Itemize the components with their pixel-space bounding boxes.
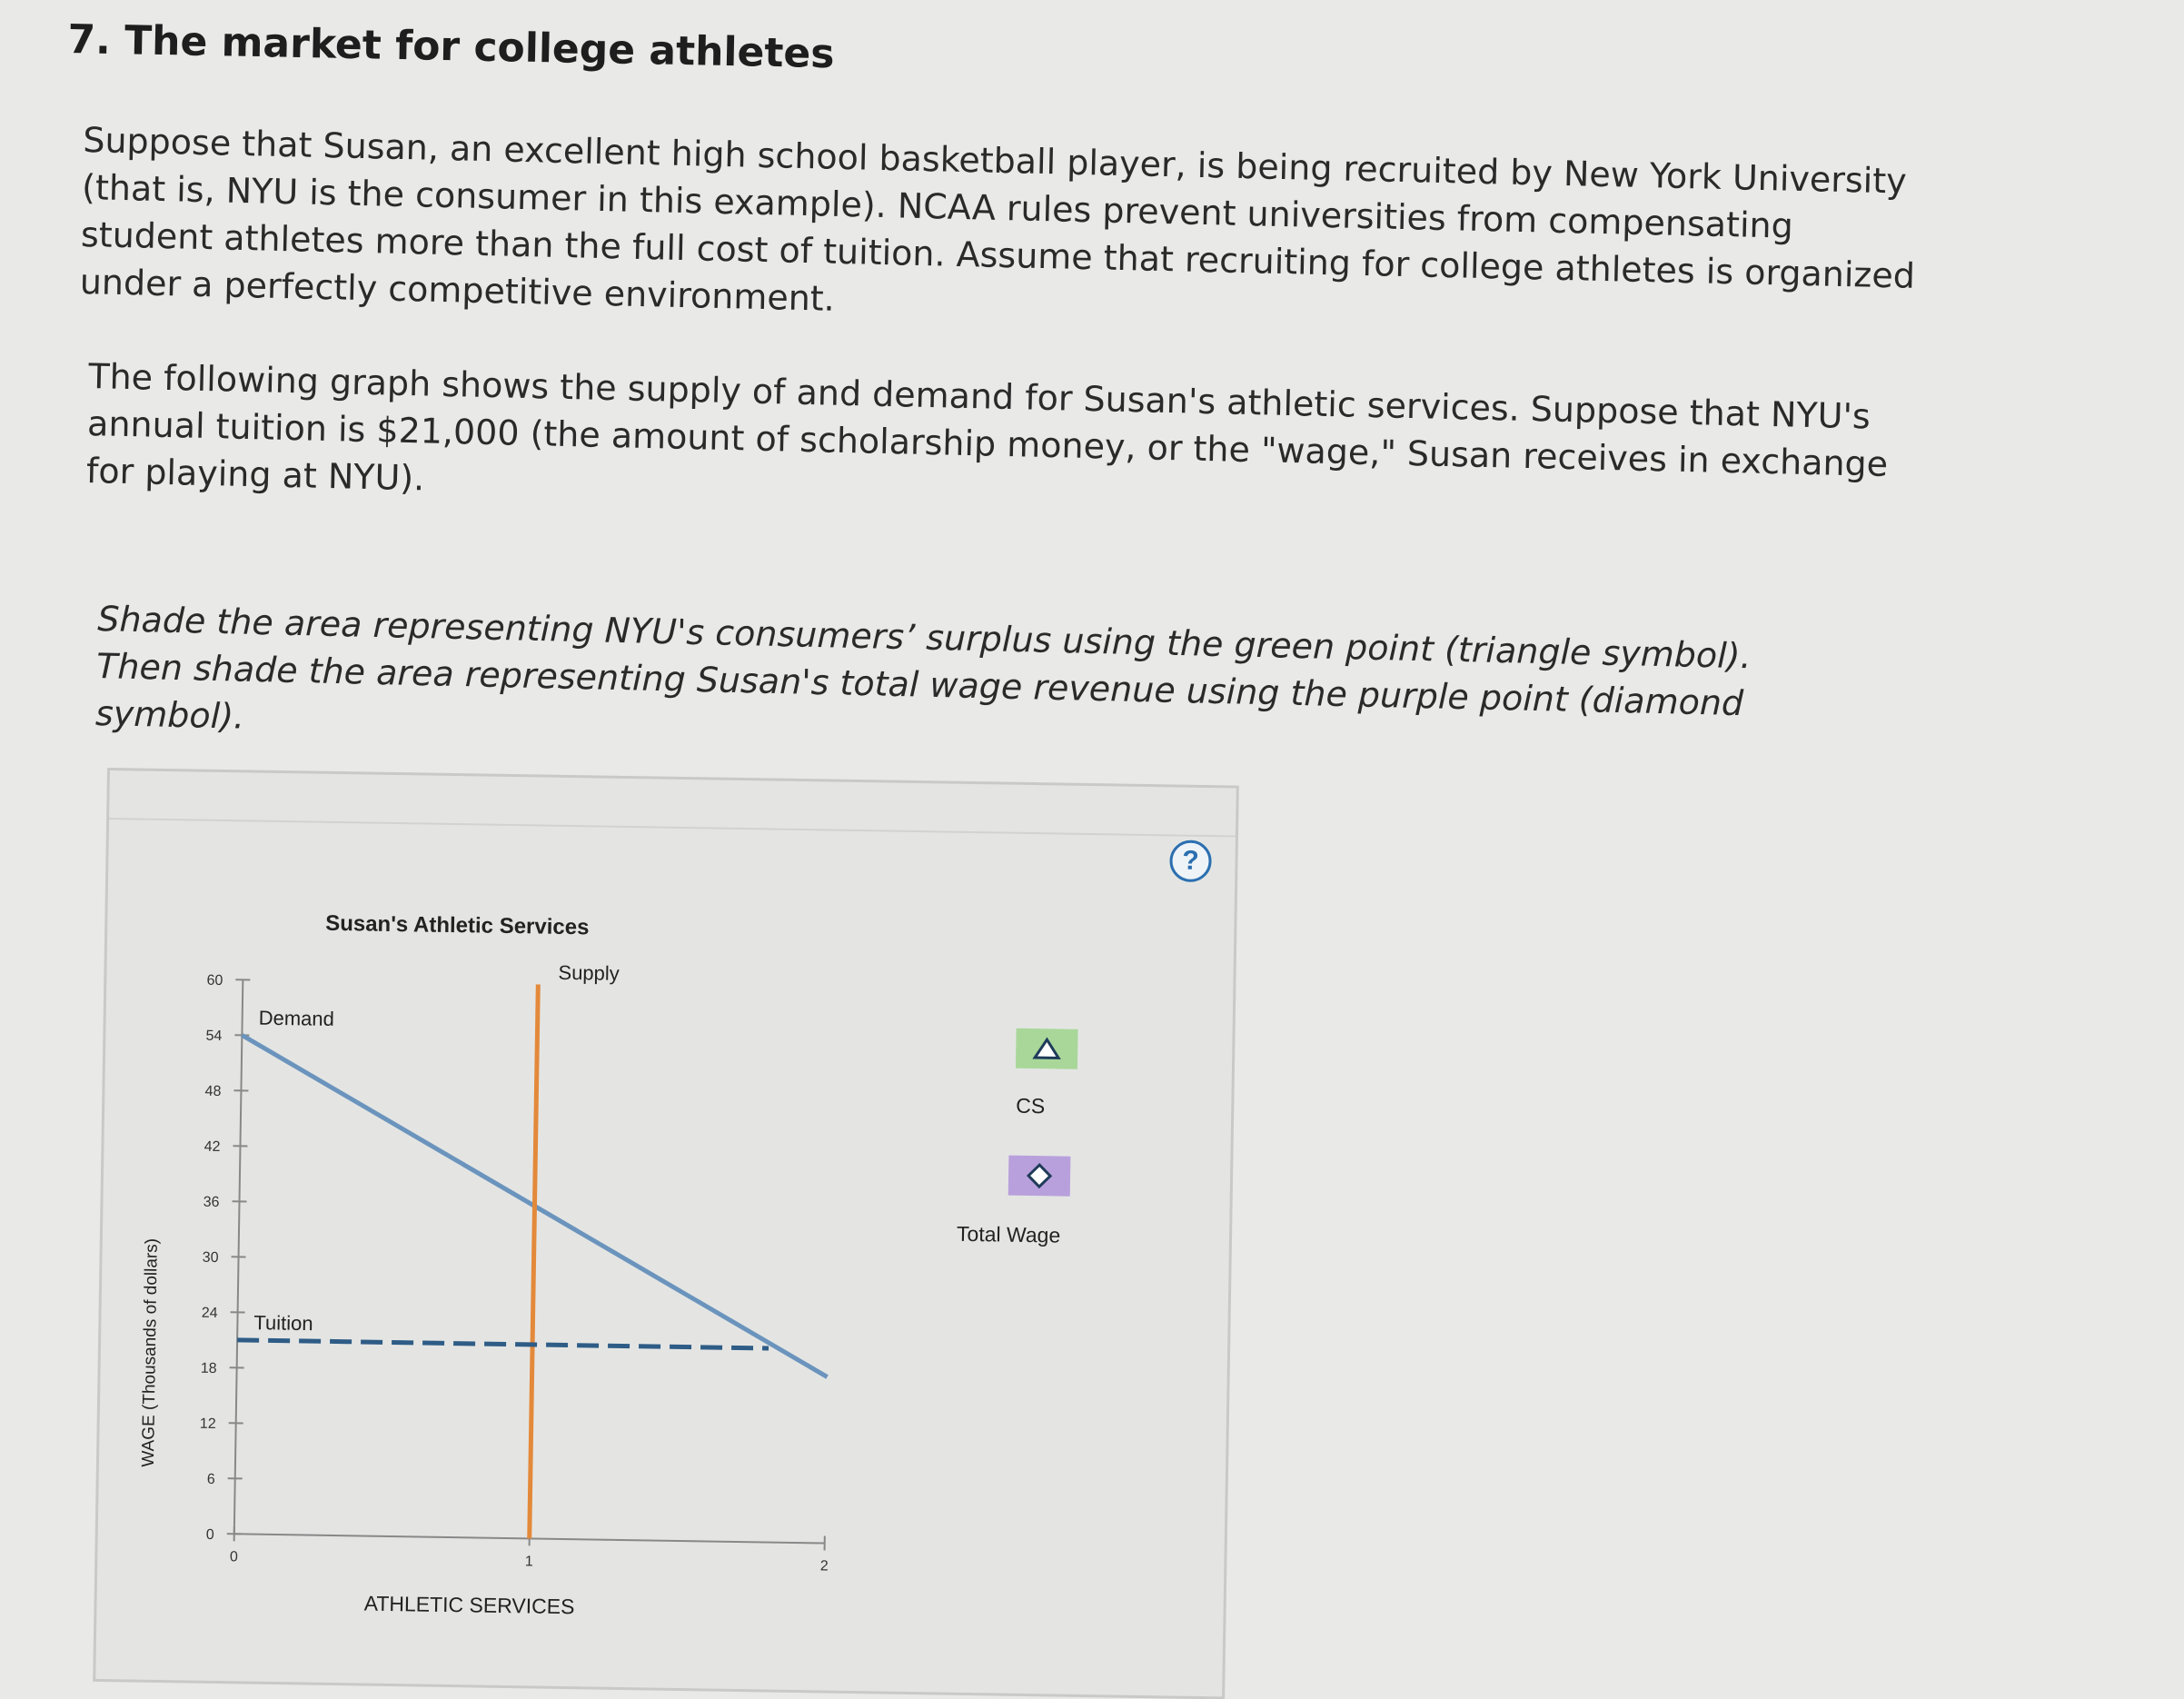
question-title: 7. The market for college athletes <box>67 16 835 77</box>
help-icon[interactable]: ? <box>1169 840 1212 882</box>
series-layer <box>234 979 834 1543</box>
supply-demand-graph[interactable] <box>95 770 1236 1696</box>
cs-tool-button[interactable] <box>1016 1028 1078 1069</box>
tuition-line[interactable] <box>237 1340 769 1348</box>
supply-line[interactable] <box>530 984 539 1538</box>
diamond-icon <box>1026 1162 1053 1189</box>
question-paragraph-1: Suppose that Susan, an excellent high school basketball player, is being recruited by New York University (that is, NYU is the consumer in this example). NCAA rules prevent universities from compensating student athletes more than the full cost of tuition. Assume that recruiting for college athletes is organized under a perfectly competitive environment. <box>79 116 1918 347</box>
y-tick-label: 24 <box>202 1306 218 1321</box>
x-tick-label: 1 <box>525 1554 533 1569</box>
total-wage-tool-button[interactable] <box>1008 1156 1071 1197</box>
chart-title: Susan's Athletic Services <box>325 911 590 940</box>
y-tick-label: 18 <box>201 1361 217 1376</box>
tuition-label: Tuition <box>253 1311 313 1335</box>
y-tick-label: 60 <box>206 973 223 989</box>
y-axis-label: WAGE (Thousands of dollars) <box>139 1238 162 1467</box>
y-tick-label: 48 <box>204 1084 221 1099</box>
x-tick-label: 2 <box>820 1558 829 1574</box>
question-instruction: Shade the area representing NYU's consumers’ surplus using the green point (triangle symbol). Then shade the area representing Susan's total wage revenue using the purple point (diamond symbol). <box>94 595 1823 776</box>
y-tick-label: 0 <box>206 1527 214 1543</box>
y-tick-label: 54 <box>205 1028 222 1044</box>
x-axis-label: ATHLETIC SERVICES <box>364 1592 575 1619</box>
y-tick-label: 30 <box>203 1250 219 1266</box>
y-tick-label: 6 <box>207 1472 215 1487</box>
demand-label: Demand <box>259 1007 335 1030</box>
total-wage-tool-label: Total Wage <box>957 1222 1061 1248</box>
y-tick-label: 12 <box>200 1416 216 1432</box>
y-tick-label: 42 <box>204 1139 221 1155</box>
graph-panel <box>93 768 1239 1699</box>
supply-label: Supply <box>558 961 620 985</box>
x-tick-label: 0 <box>230 1549 238 1565</box>
triangle-icon <box>1032 1037 1061 1060</box>
question-paragraph-2: The following graph shows the supply of and demand for Susan's athletic services. Suppose that NYU's annual tuition is $21,000 (the amount of scholarship money, or the "wage," Susan receives in exchange for playing at NYU). <box>85 353 1905 535</box>
cs-tool-label: CS <box>1016 1094 1045 1118</box>
y-tick-label: 36 <box>204 1195 220 1210</box>
